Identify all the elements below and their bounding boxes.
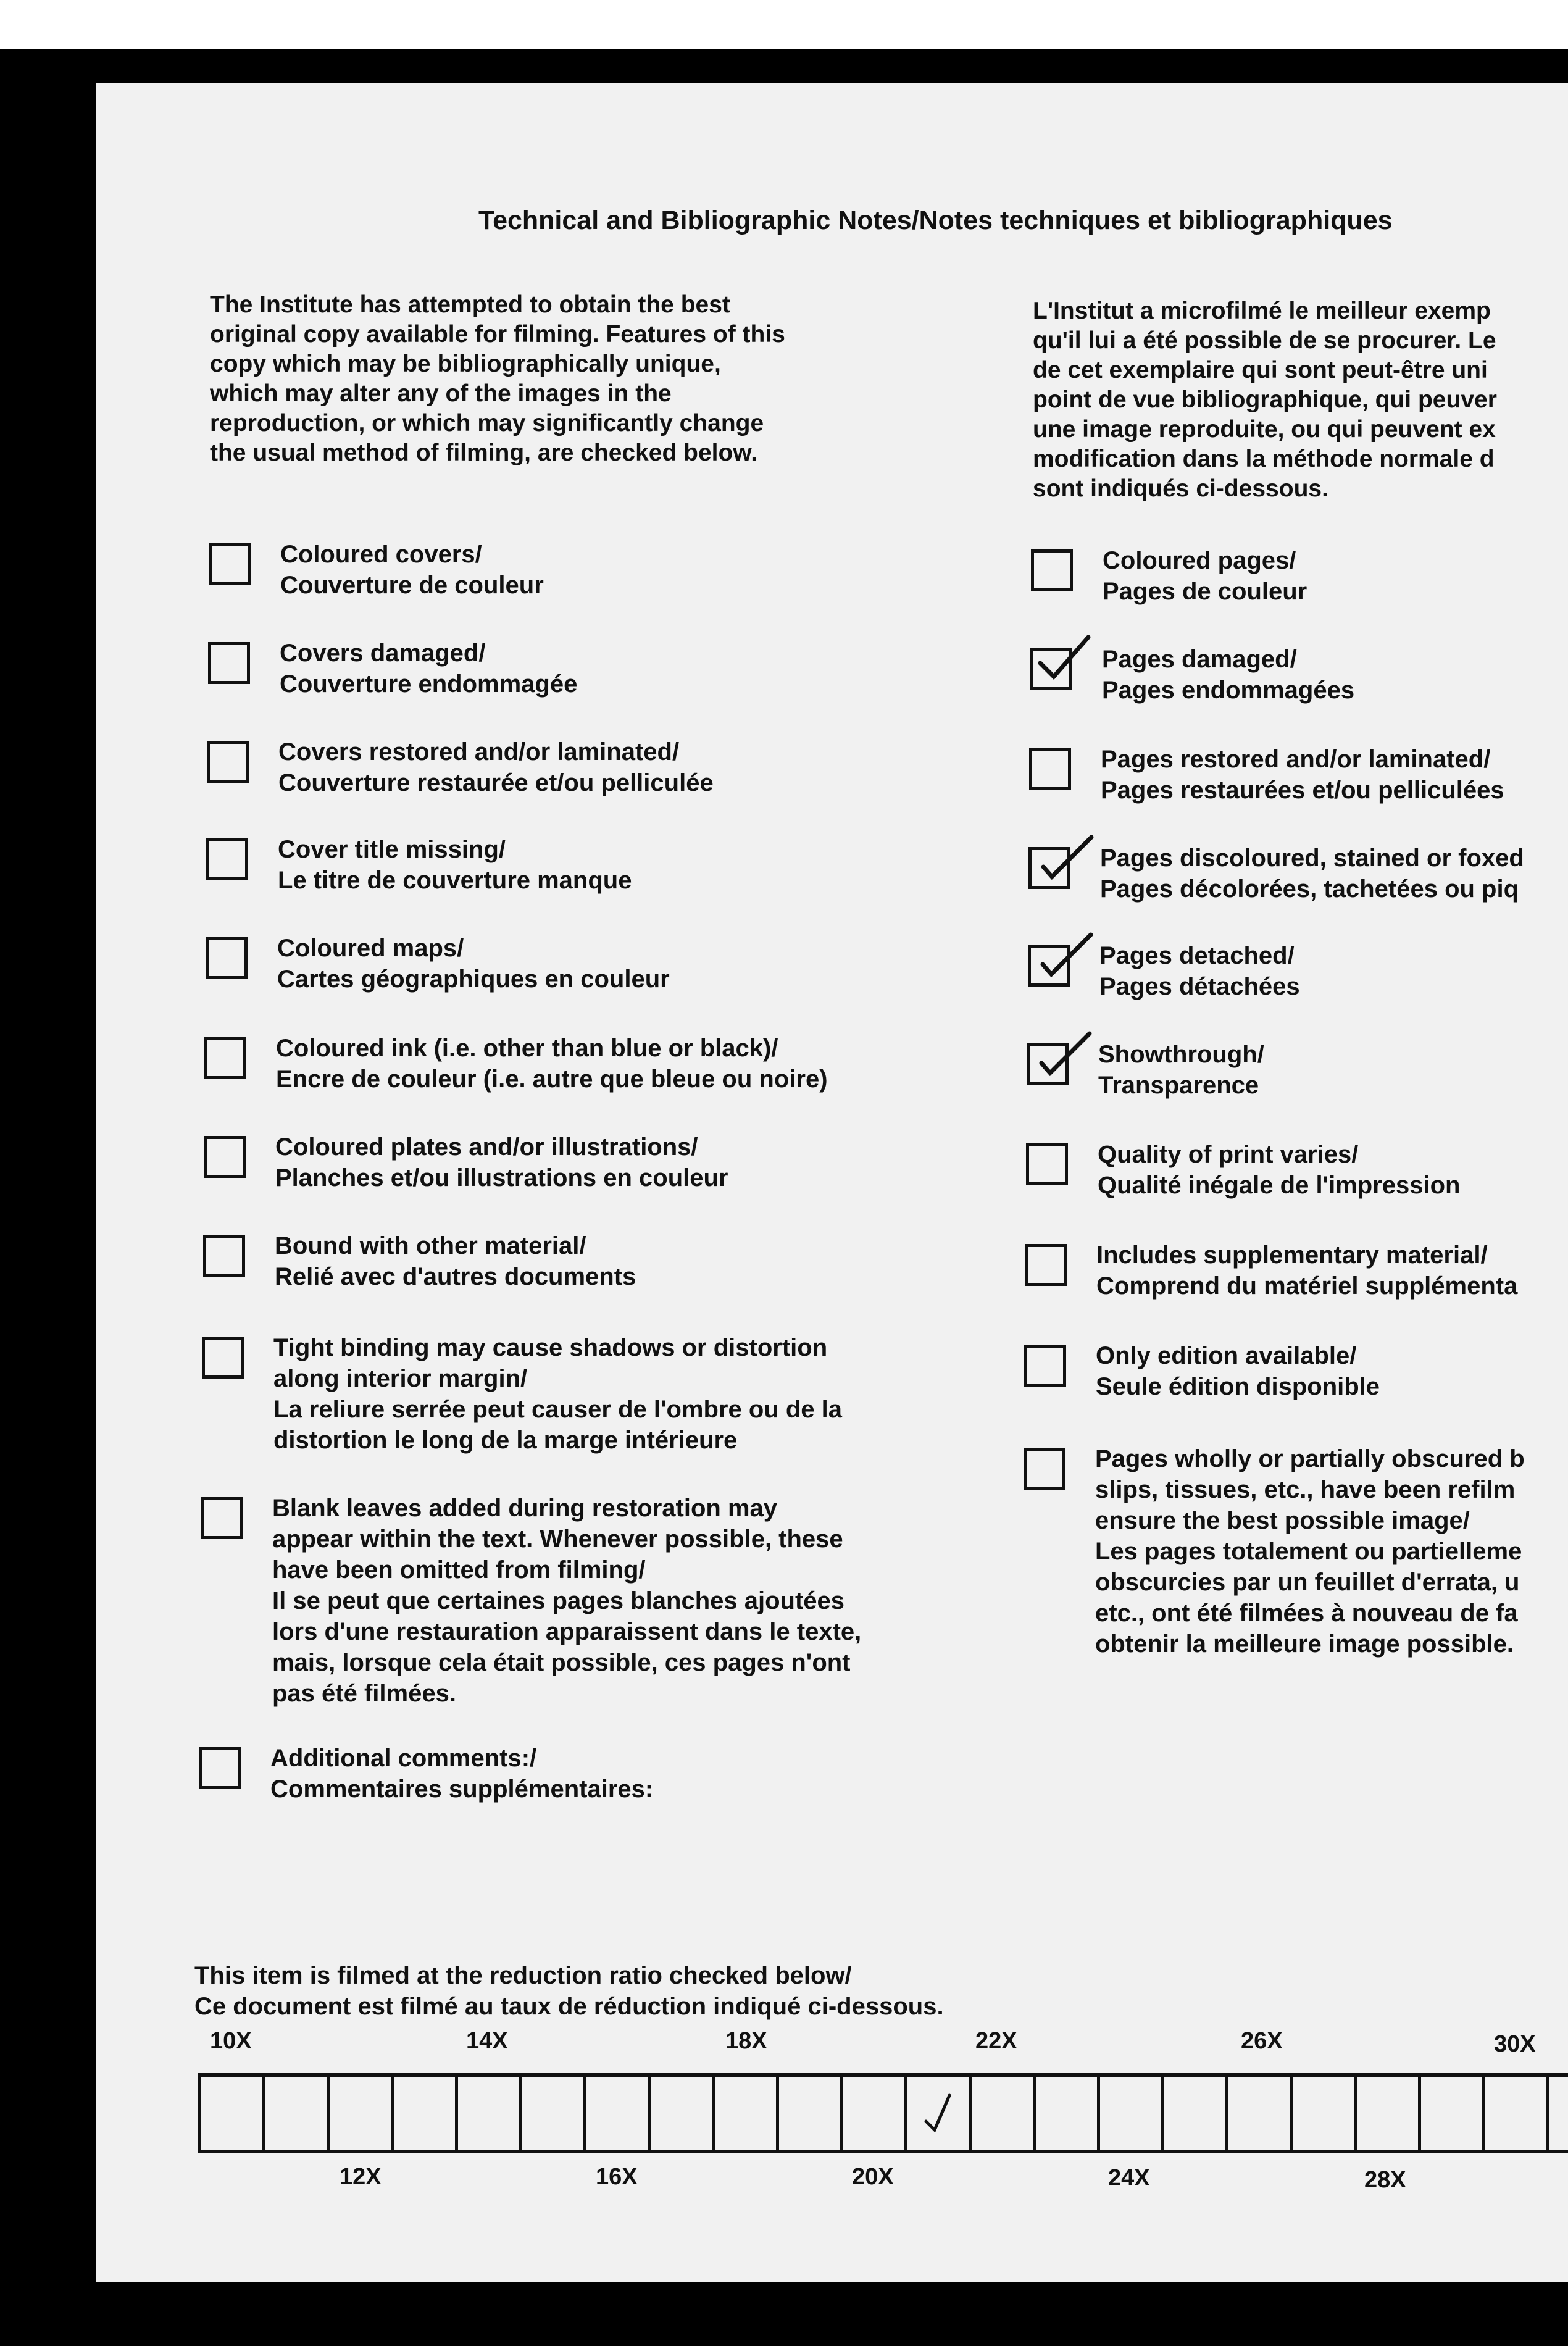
ratio-cell-20x[interactable]: [907, 2077, 972, 2150]
item-label: Blank leaves added during restoration may appear within the text. Whenever possible, these have been omitted from filming/ Il se peut que certaines pages blanches ajoutées lors d'une restauration apparaissent dans le texte, mais, lorsque cela était possible, ces pages n'ont pas été filmées.: [272, 1495, 862, 1707]
scale-label-top: 10X: [210, 2028, 252, 2054]
scale-label-bottom: 16X: [596, 2164, 638, 2190]
item-label: Coloured plates and/or illustrations/ Planches et/ou illustrations en couleur: [275, 1133, 728, 1192]
top-margin-strip: [0, 0, 1568, 49]
item-label: Quality of print varies/ Qualité inégale de l'impression: [1098, 1141, 1461, 1199]
item-label: Includes supplementary material/ Comprend du matériel supplémenta: [1096, 1242, 1518, 1300]
item-label: Pages wholly or partially obscured b slips, tissues, etc., have been refilm ensure the best possible image/ Les pages totalement ou partielleme obscurcies par un feuillet d'errata, u etc., ont été filmées à nouveau de fa obtenir la meilleure image possible.: [1095, 1445, 1525, 1658]
ratio-cell[interactable]: [1036, 2077, 1100, 2150]
checkmark-icon: [1023, 1020, 1091, 1088]
item-label: Coloured maps/ Cartes géographiques en couleur: [277, 935, 670, 993]
scale-label-bottom: 24X: [1108, 2165, 1150, 2191]
reduction-ratio-statement: This item is filmed at the reduction ratio checked below/ Ce document est filmé au taux de réduction indiqué ci-dessous.: [194, 1962, 944, 2020]
scale-label-bottom: 20X: [852, 2164, 894, 2190]
checkbox[interactable]: [208, 642, 250, 684]
reduction-ratio-scale: [198, 2073, 1568, 2153]
ratio-cell[interactable]: [1100, 2077, 1164, 2150]
ratio-cell[interactable]: [1549, 2077, 1568, 2150]
intro-french: L'Institut a microfilmé le meilleur exemp qu'il lui a été possible de se procurer. Le de cet exemplaire qui sont peut-être uni point de vue bibliographique, qui peuver une image reproduite, ou qui peuvent ex modification dans la méthode normale d sont indiqués ci-dessous.: [1033, 298, 1497, 502]
checkbox[interactable]: [209, 543, 251, 585]
ratio-cell[interactable]: [586, 2077, 651, 2150]
ratio-cell[interactable]: [651, 2077, 715, 2150]
checkbox[interactable]: [1026, 1143, 1068, 1185]
scale-label-top: 26X: [1241, 2028, 1283, 2054]
checkbox[interactable]: [201, 1497, 243, 1539]
checkbox[interactable]: [206, 838, 248, 880]
item-label: Cover title missing/ Le titre de couverture manque: [278, 836, 632, 894]
ratio-cell[interactable]: [779, 2077, 843, 2150]
item-label: Covers damaged/ Couverture endommagée: [280, 640, 578, 698]
checkbox[interactable]: [207, 741, 249, 783]
ratio-cell[interactable]: [330, 2077, 394, 2150]
item-label: Coloured covers/ Couverture de couleur: [280, 541, 544, 599]
intro-english: The Institute has attempted to obtain the best original copy available for filming. Features of this copy which may be bibliographically unique, which may alter any of the images in the reproduction, or which may significantly change the usual method of filming, are checked below.: [210, 291, 785, 466]
ratio-cell[interactable]: [1228, 2077, 1293, 2150]
ratio-cell[interactable]: [1421, 2077, 1485, 2150]
checkmark-icon: [920, 2089, 957, 2139]
item-label: Additional comments:/ Commentaires supplémentaires:: [270, 1745, 654, 1803]
ratio-cell[interactable]: [458, 2077, 522, 2150]
checkbox[interactable]: [199, 1747, 241, 1789]
checkbox[interactable]: [1029, 748, 1071, 790]
checkbox[interactable]: [1024, 1345, 1066, 1387]
scale-label-bottom: 28X: [1364, 2167, 1406, 2193]
ratio-cell[interactable]: [972, 2077, 1036, 2150]
ratio-cell[interactable]: [1164, 2077, 1228, 2150]
scale-label-top: 18X: [725, 2028, 767, 2054]
ratio-cell[interactable]: [394, 2077, 458, 2150]
checkbox[interactable]: [1025, 1244, 1067, 1286]
ratio-cell[interactable]: [715, 2077, 779, 2150]
scale-label-bottom: 12X: [340, 2164, 382, 2190]
checkmark-icon: [1027, 625, 1095, 693]
notes-page: [96, 83, 1568, 2282]
checkbox[interactable]: [202, 1337, 244, 1379]
page-title: Technical and Bibliographic Notes/Notes techniques et bibliographiques: [478, 206, 1393, 235]
ratio-cell[interactable]: [843, 2077, 907, 2150]
checkbox[interactable]: [206, 937, 248, 979]
ratio-cell[interactable]: [522, 2077, 586, 2150]
checkbox[interactable]: [203, 1235, 245, 1277]
item-label: Showthrough/ Transparence: [1098, 1041, 1264, 1099]
checkmark-icon: [1025, 824, 1093, 891]
checkbox[interactable]: [1031, 549, 1073, 591]
checkbox[interactable]: [204, 1136, 246, 1178]
item-label: Bound with other material/ Relié avec d'autres documents: [275, 1232, 636, 1290]
item-label: Pages restored and/or laminated/ Pages restaurées et/ou pelliculées: [1101, 746, 1504, 804]
scale-label-top: 30X: [1494, 2031, 1536, 2057]
item-label: Coloured ink (i.e. other than blue or black)/ Encre de couleur (i.e. autre que bleue ou noire): [276, 1035, 828, 1093]
ratio-cell[interactable]: [1293, 2077, 1357, 2150]
item-label: Coloured pages/ Pages de couleur: [1103, 547, 1307, 605]
item-label: Pages detached/ Pages détachées: [1099, 942, 1300, 1000]
item-label: Pages discoloured, stained or foxed Pages décolorées, tachetées ou piq: [1100, 845, 1524, 903]
scale-label-top: 22X: [975, 2028, 1017, 2054]
checkbox[interactable]: [204, 1037, 246, 1079]
ratio-cell[interactable]: [1357, 2077, 1421, 2150]
item-label: Pages damaged/ Pages endommagées: [1102, 646, 1355, 704]
item-label: Covers restored and/or laminated/ Couverture restaurée et/ou pelliculée: [278, 738, 714, 796]
item-label: Tight binding may cause shadows or distortion along interior margin/ La reliure serrée peut causer de l'ombre ou de la distortion le long de la marge intérieure: [273, 1334, 842, 1454]
ratio-cell[interactable]: [1485, 2077, 1549, 2150]
scale-label-top: 14X: [466, 2028, 508, 2054]
checkmark-icon: [1024, 921, 1092, 989]
item-label: Only edition available/ Seule édition disponible: [1096, 1342, 1380, 1400]
ratio-cell[interactable]: [265, 2077, 330, 2150]
checkbox[interactable]: [1024, 1448, 1065, 1490]
ratio-cell[interactable]: [201, 2077, 265, 2150]
